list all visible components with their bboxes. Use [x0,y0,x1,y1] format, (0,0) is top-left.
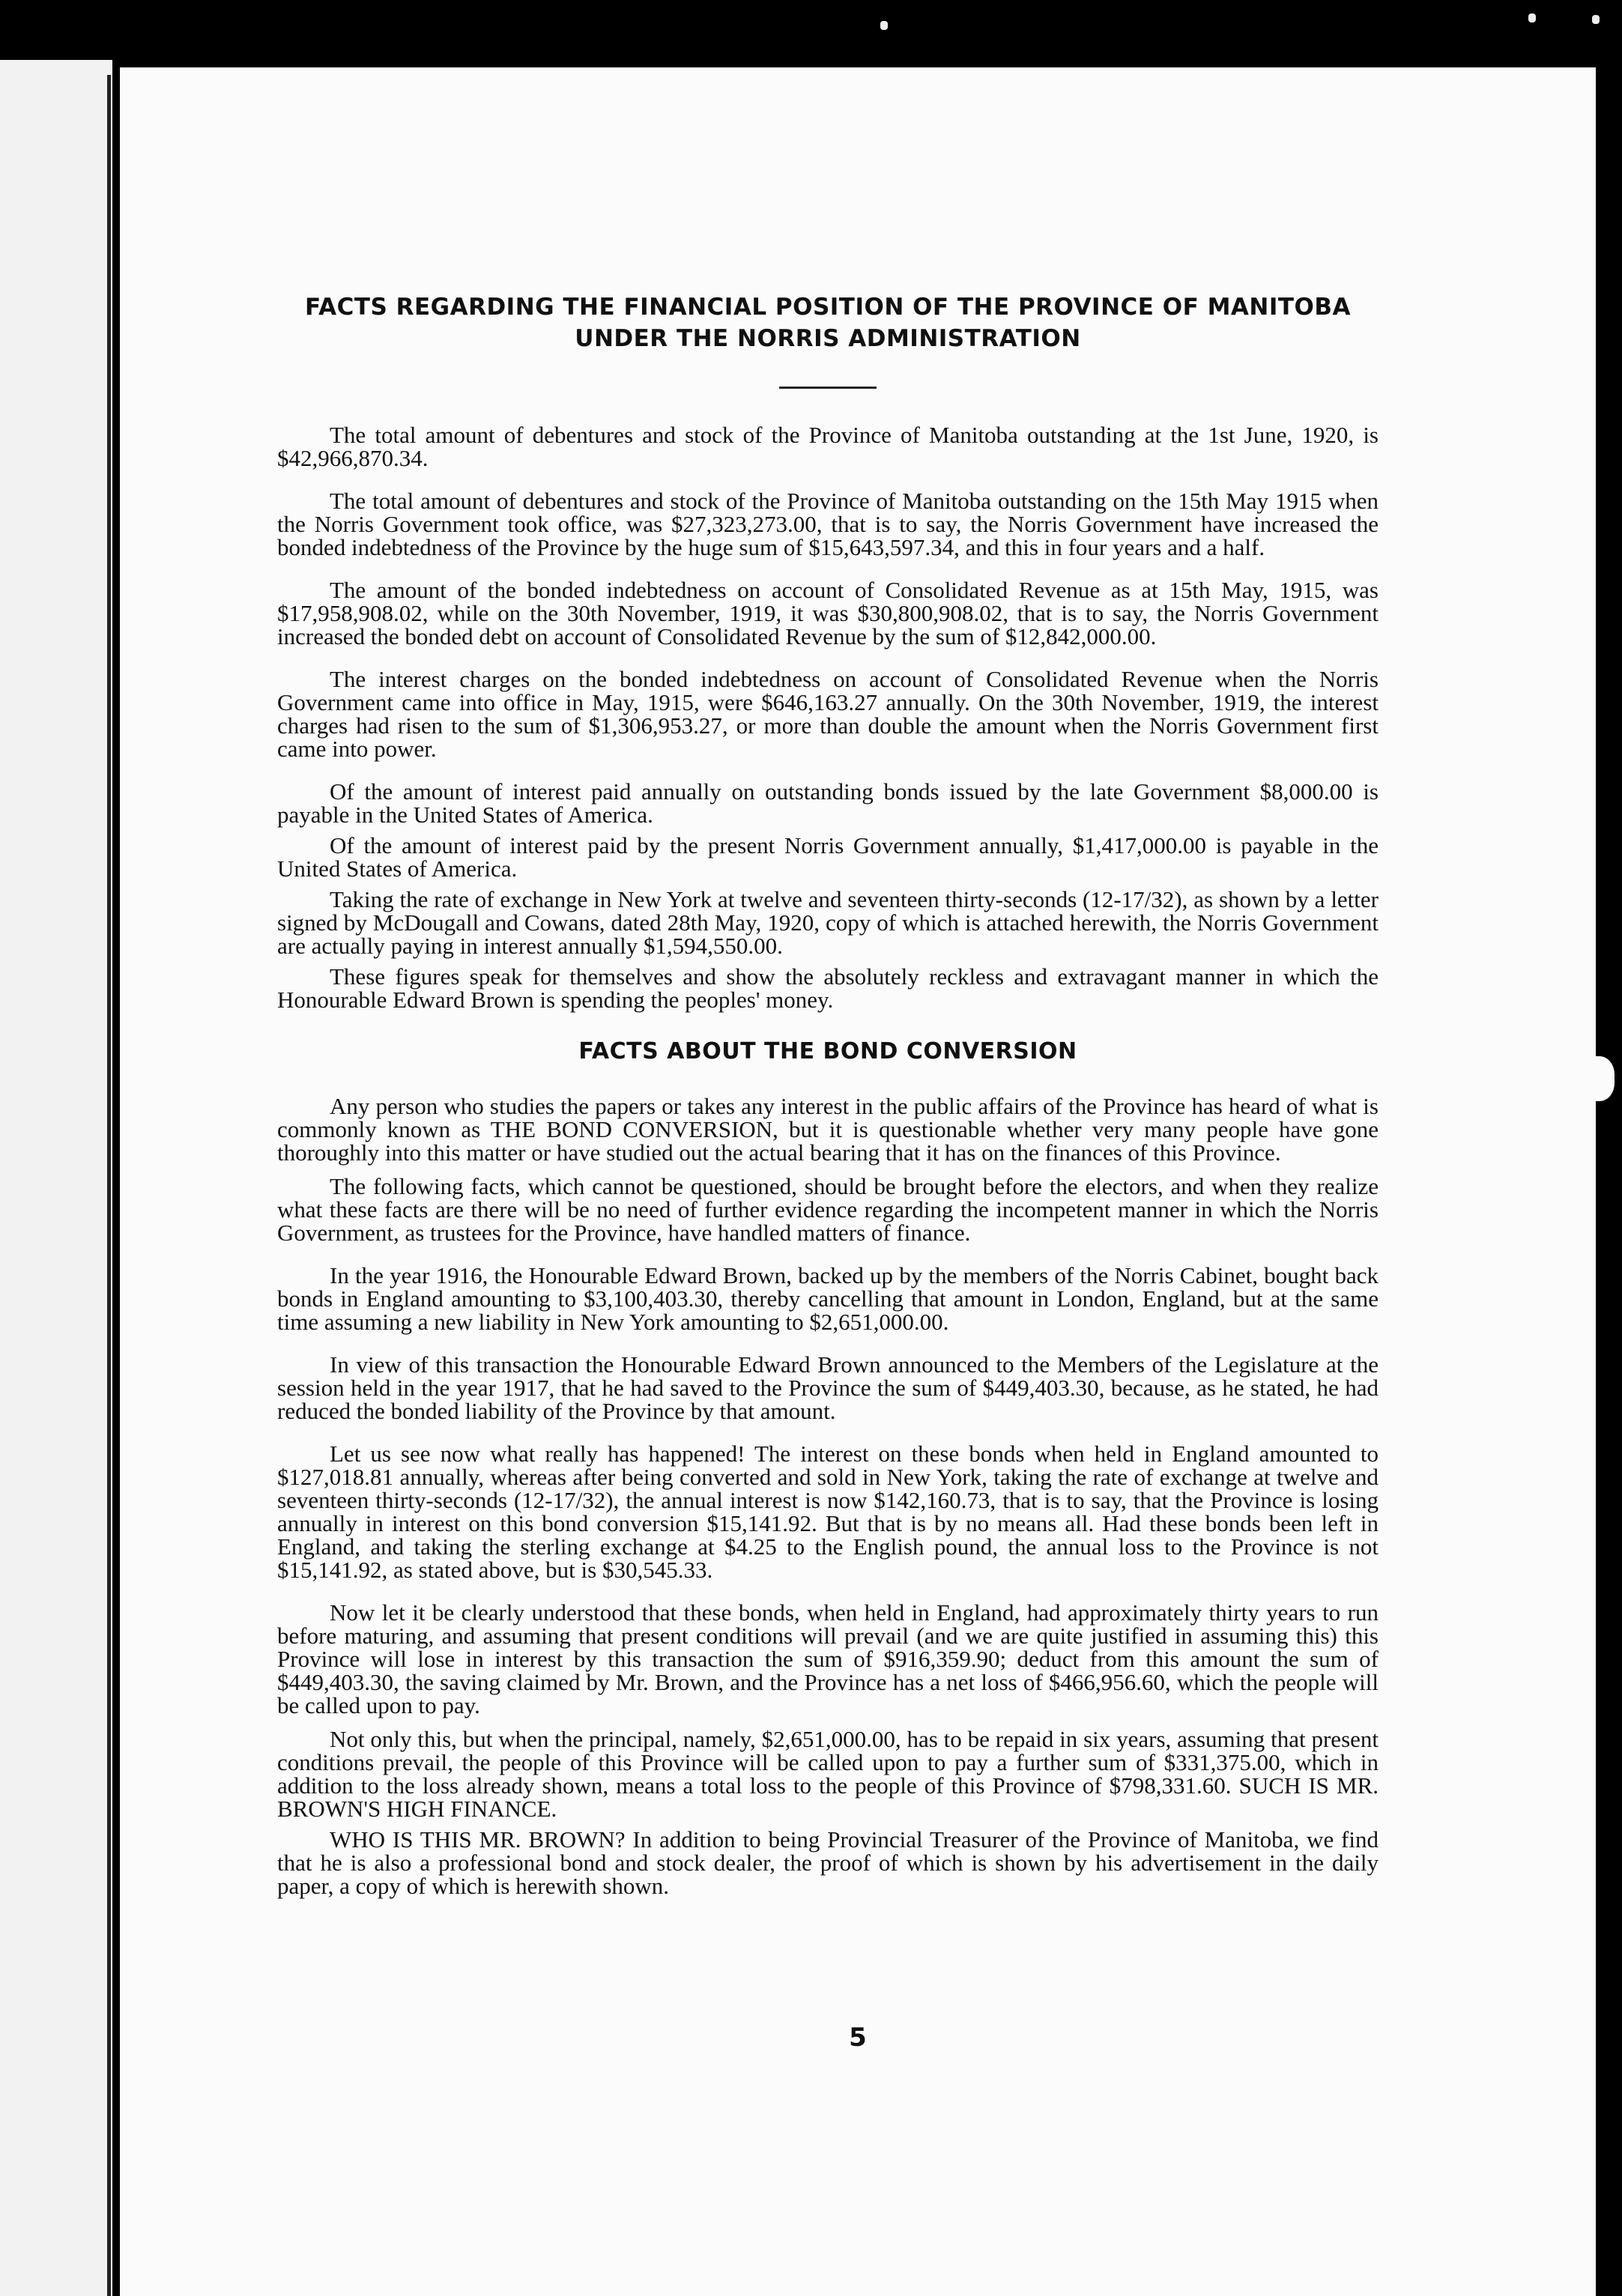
paragraph: Of the amount of interest paid by the present Norris Government annually, $1,417,000.00 is payable in the United States of America. [277,832,1379,882]
paragraph: The total amount of debentures and stock of the Province of Manitoba outstanding at the 1st June, 1920, is $42,966,870.34. [277,421,1379,471]
scan-speck [1528,13,1536,22]
paragraph: WHO IS THIS MR. BROWN? In addition to being Provincial Treasurer of the Province of Manitoba, we find that he is also a professional bond and stock dealer, the proof of which is shown by his advertisement in the daily paper, a copy of which is herewith shown. [277,1826,1379,1899]
paragraph: In the year 1916, the Honourable Edward Brown, backed up by the members of the Norris Cabinet, bought back bonds in England amounting to $3,100,403.30, thereby cancelling that amount in London, England, but at the same time assuming a new liability in New York amounting to $2,651,000.00. [277,1261,1379,1335]
document-page [120,67,1596,2296]
paragraph: The interest charges on the bonded indebtedness on account of Consolidated Revenue when the Norris Government came into office in May, 1915, were $646,163.27 annually. On the 30th November, 1919, the interest charges had risen to the sum of $1,306,953.27, or more than double the amount when the Norris Government first came into power. [277,665,1379,762]
page-content [277,292,1379,1917]
paragraph: The total amount of debentures and stock of the Province of Manitoba outstanding on the 15th May 1915 when the Norris Government took office, was $27,323,273.00, that is to say, the Norris Government have increased the bonded indebtedness of the Province by the huge sum of $15,643,597.34, and this in four years and a half. [277,487,1379,560]
paragraph: Any person who studies the papers or takes any interest in the public affairs of the Province has heard of what is commonly known as THE BOND CONVERSION, but it is questionable whether very many people have gone thoroughly into this matter or have studied out the actual bearing that it has on the finances of this Province. [277,1092,1379,1166]
section-heading: FACTS ABOUT THE BOND CONVERSION [578,1038,1077,1064]
paragraph: Now let it be clearly understood that these bonds, when held in England, had approximately thirty years to run before maturing, and assuming that present conditions will prevail (and we are quite justified in assuming this) this Province will lose in interest by this transaction the sum of $916,359.90; deduct from this amount the sum of $449,403.30, the saving claimed by Mr. Brown, and the Province has a net loss of $466,956.60, which the people will be called upon to pay. [277,1599,1379,1718]
page-number: 5 [849,2023,867,2053]
paragraph: Taking the rate of exchange in New York at twelve and seventeen thirty-seconds (12-17/32), as shown by a letter signed by McDougall and Cowans, dated 28th May, 1920, copy of which is attached herewith, the Norris Government are actually paying in interest annually $1,594,550.00. [277,885,1379,959]
title-divider [779,387,877,389]
page-title: FACTS REGARDING THE FINANCIAL POSITION OF THE PROVINCE OF MANITOBA UNDER THE NORRIS ADMINISTRATION [304,294,1352,352]
previous-page-edge [0,60,112,2296]
paragraph: In view of this transaction the Honourable Edward Brown announced to the Members of the Legislature at the session held in the year 1917, that he had saved to the Province the sum of $449,403.30, because, as he stated, he had reduced the bonded liability of the Province by that amount. [277,1351,1379,1424]
scan-speck [880,21,888,30]
paragraph: Let us see now what really has happened! The interest on these bonds when held in England amounted to $127,018.81 annually, whereas after being converted and sold in New York, taking the rate of exchange at twelve and seventeen thirty-seconds (12-17/32), the annual interest is now $142,160.73, that is to say, that the Province is losing annually in interest on this bond conversion $15,141.92. But that is by no means all. Had these bonds been left in England, and taking the sterling exchange at $4.25 to the English pound, the annual loss to the Province is not $15,141.92, as stated above, but is $30,545.33. [277,1440,1379,1583]
paragraph: Not only this, but when the principal, namely, $2,651,000.00, has to be repaid in six years, assuming that present conditions prevail, the people of this Province will be called upon to pay a further sum of $331,375.00, which in addition to the loss already shown, means a total loss to the people of this Province of $798,331.60. SUCH IS MR. BROWN'S HIGH FINANCE. [277,1725,1379,1822]
paragraph: These figures speak for themselves and show the absolutely reckless and extravagant manner in which the Honourable Edward Brown is spending the peoples' money. [277,963,1379,1013]
page-gutter-shadow [107,75,111,2296]
scan-speck [1592,15,1600,24]
paragraph: Of the amount of interest paid annually on outstanding bonds issued by the late Government $8,000.00 is payable in the United States of America. [277,778,1379,828]
paragraph: The following facts, which cannot be questioned, should be brought before the electors, and when they realize what these facts are there will be no need of further evidence regarding the incompetent manner in which the Norris Government, as trustees for the Province, have handled matters of finance. [277,1172,1379,1246]
paragraph: The amount of the bonded indebtedness on account of Consolidated Revenue as at 15th May, 1915, was $17,958,908.02, while on the 30th November, 1919, it was $30,800,908.02, that is to say, the Norris Government increased the bonded debt on account of Consolidated Revenue by the sum of $12,842,000.00. [277,576,1379,649]
